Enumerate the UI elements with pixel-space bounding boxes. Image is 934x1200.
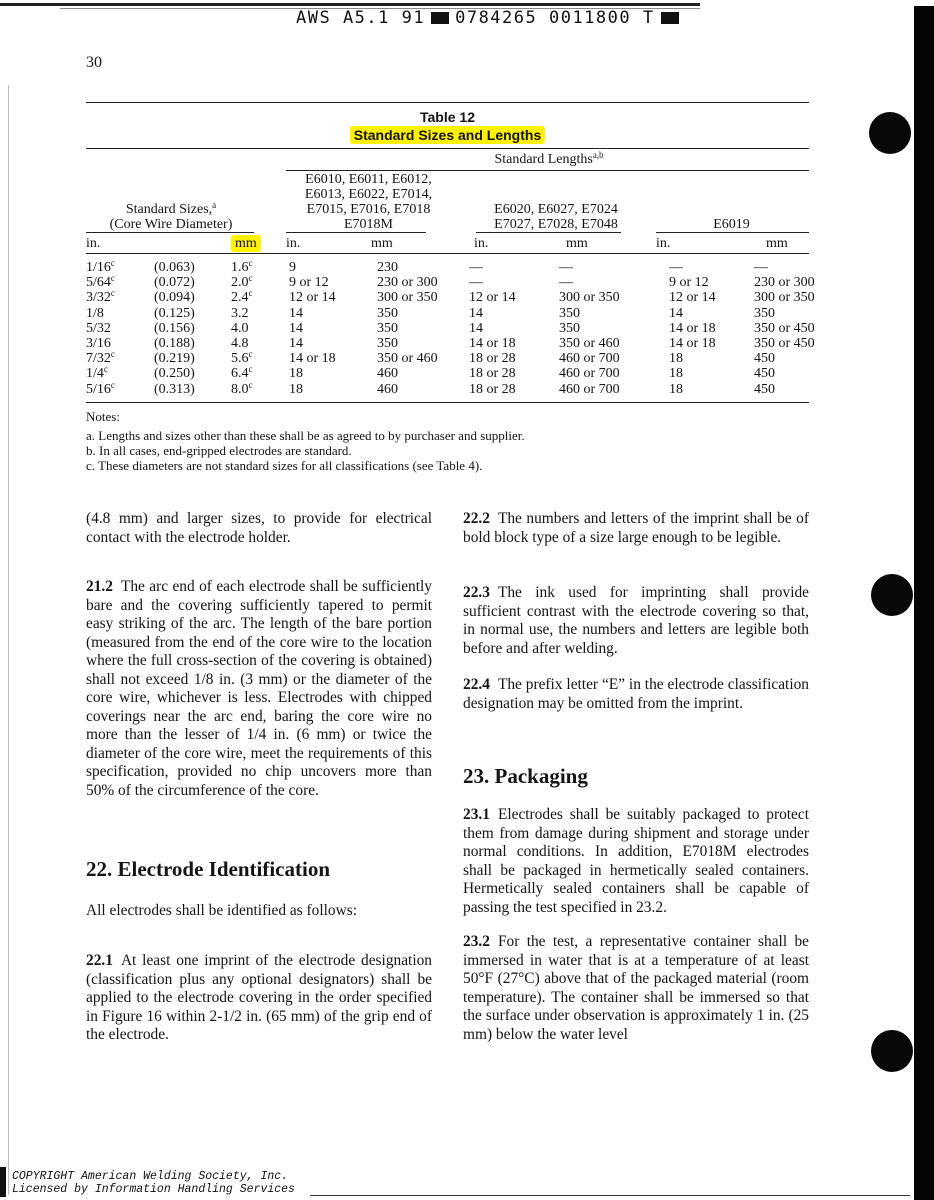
paragraph-text: The arc end of each electrode shall be sufficiently bare and the covering sufficiently tapered to permit easy striking of the arc. The length of the bare portion (measured from the end of the core wire to the location where the full cross-section of the covering is obtained) shall not exceed 1/8 in. (3 mm) or the diameter of the core wire, whichever is less. Electrodes with chipped coverings near the arc end, baring the core wire no more than the lesser of 1/4 in. (6 mm) or twice the diameter of the core wire, meet the requirements of this specification, provided no chip uncovers more than 50% of the circumference of the core. <box>86 578 432 799</box>
code-left: AWS A5.1 91 <box>296 8 426 28</box>
cell-g3-in: 18 <box>669 381 683 397</box>
cell-g2-mm: — <box>559 275 573 291</box>
class-group-line: E7018M <box>344 217 393 232</box>
unit-header-mm: mm <box>371 236 393 251</box>
paragraph-22-2 <box>463 510 809 547</box>
cell-g3-in: 14 or 18 <box>669 336 716 351</box>
table-12 <box>86 100 815 400</box>
intro-text: All electrodes shall be identified as follows: <box>86 902 357 919</box>
cell-g1-in: 14 or 18 <box>289 351 336 367</box>
sizes-sub-rule <box>86 232 254 233</box>
cell-g1-in: 9 <box>289 260 296 275</box>
paragraph-22-1 <box>86 952 432 1045</box>
cell-g3-in: 9 or 12 <box>669 275 709 291</box>
cell-g1-mm: 350 or 460 <box>377 351 438 367</box>
paragraph-text: The prefix letter “E” in the electrode classification designation may be omitted from the imprint. <box>463 676 809 712</box>
cell-in: 3/32$^c$ <box>86 288 115 306</box>
cell-dec: (0.250) <box>154 366 195 382</box>
license-line: Licensed by Information Handling Services <box>12 1183 295 1196</box>
paragraph-23-2 <box>463 933 809 1044</box>
cell-in: 1/4$^c$ <box>86 364 108 382</box>
paragraph-23-1 <box>463 806 809 917</box>
cell-in: 7/32$^c$ <box>86 349 115 367</box>
cell-g3-mm: 350 <box>754 305 775 321</box>
cell-dec: (0.156) <box>154 320 195 336</box>
table-title-highlight: Standard Sizes and Lengths <box>350 126 545 144</box>
unit-header-in: in. <box>474 236 489 251</box>
header-bottom-rule <box>86 253 809 254</box>
cell-g3-mm: 300 or 350 <box>754 290 815 306</box>
group3-sub-rule <box>656 232 809 233</box>
group2-sub-rule <box>476 232 621 233</box>
cell-g1-mm: 300 or 350 <box>377 290 438 306</box>
cell-mm: 3.2 <box>231 305 249 321</box>
cell-g1-mm: 230 <box>377 260 398 275</box>
paragraph-number: 22.1 <box>86 952 113 969</box>
paragraph-number: 22.4 <box>463 676 490 693</box>
class-group-1 <box>286 172 451 232</box>
footer-rule <box>310 1195 910 1196</box>
unit-header-in: in. <box>286 236 301 251</box>
cell-in: 5/64$^c$ <box>86 273 115 291</box>
cell-g2-in: 18 or 28 <box>469 366 516 382</box>
scan-left-mark <box>0 1167 6 1197</box>
cell-g3-in: 12 or 14 <box>669 290 716 306</box>
class-group-line: E6013, E6022, E7014, <box>304 187 433 202</box>
cell-g2-mm: 350 <box>559 305 580 321</box>
cell-g2-in: 14 <box>469 305 483 321</box>
unit-header-in: in. <box>656 236 671 251</box>
cell-in: 3/16 <box>86 336 111 351</box>
class-group-2 <box>471 202 641 232</box>
paragraph-22-3 <box>463 584 809 658</box>
class-group-line: E6020, E6027, E7024 <box>494 202 618 217</box>
cell-dec: (0.094) <box>154 290 195 306</box>
punch-hole-icon <box>871 574 913 616</box>
table-title <box>86 127 809 143</box>
cell-g1-mm: 350 <box>377 336 398 351</box>
paragraph-text: For the test, a representative container shall be immersed in water that is at a temperature of at least 50°F (27°C) above that of the packaged material (room temperature). The container shall be immersed so that the surface under observation is approximately 1 in. (25 mm) below the water level <box>463 933 809 1043</box>
note-b: b. In all cases, end-gripped electrodes are standard. <box>86 443 352 458</box>
scan-left-edge <box>8 85 9 1195</box>
cell-in: 1/8 <box>86 305 104 321</box>
cell-g1-in: 18 <box>289 381 303 397</box>
cell-g1-mm: 460 <box>377 381 398 397</box>
cell-g1-in: 14 <box>289 320 303 336</box>
unit-header-mm: mm <box>766 236 788 251</box>
scan-binding-edge <box>914 6 934 1200</box>
redaction-block <box>661 12 679 24</box>
unit-header-mm: mm <box>566 236 588 251</box>
paragraph-number: 21.2 <box>86 578 113 595</box>
class-group-line: E7015, E7016, E7018 <box>306 202 431 217</box>
cell-g2-mm: 460 or 700 <box>559 366 620 382</box>
note-c: c. These diameters are not standard sizes for all classifications (see Table 4). <box>86 458 483 473</box>
cell-g1-mm: 460 <box>377 366 398 382</box>
cell-g3-in: 18 <box>669 351 683 367</box>
note-a: a. Lengths and sizes other than these shall be as agreed to by purchaser and supplier. <box>86 428 525 443</box>
continuation-paragraph: (4.8 mm) and larger sizes, to provide for electrical contact with the electrode holder. <box>86 510 432 546</box>
cell-dec: (0.188) <box>154 336 195 351</box>
cell-g2-in: 12 or 14 <box>469 290 516 306</box>
cell-mm: 5.6$^c$ <box>231 349 253 367</box>
group-header-rule <box>286 170 809 171</box>
cell-g2-in: 18 or 28 <box>469 351 516 367</box>
cell-g2-in: 14 or 18 <box>469 336 516 351</box>
cell-g1-in: 18 <box>289 366 303 382</box>
section-23-heading: 23. Packaging <box>463 764 588 788</box>
paragraph-text: The ink used for imprinting shall provide sufficient contrast with the electrode covering so that, in normal use, the numbers and letters are legible both before and after welding. <box>463 584 809 657</box>
cell-g2-in: — <box>469 275 483 291</box>
cell-g3-in: 14 or 18 <box>669 320 716 336</box>
cell-dec: (0.072) <box>154 275 195 291</box>
cell-g3-mm: 230 or 300 <box>754 275 815 291</box>
class-group-line: E6019 <box>713 217 750 232</box>
section-22-heading: 22. Electrode Identification <box>86 857 331 881</box>
cell-dec: (0.063) <box>154 260 195 275</box>
cell-g3-in: — <box>669 260 683 275</box>
cell-g3-mm: 450 <box>754 351 775 367</box>
cell-g2-in: 18 or 28 <box>469 381 516 397</box>
cell-g3-in: 14 <box>669 305 683 321</box>
redaction-block <box>431 12 449 24</box>
cell-g3-mm: 450 <box>754 366 775 382</box>
cell-g3-in: 18 <box>669 366 683 382</box>
cell-g3-mm: 350 or 450 <box>754 336 815 351</box>
cell-g1-mm: 350 <box>377 305 398 321</box>
cell-g2-in: — <box>469 260 483 275</box>
copyright-line: COPYRIGHT American Welding Society, Inc. <box>12 1170 289 1183</box>
cell-in: 5/32 <box>86 320 111 336</box>
cell-in: 1/16$^c$ <box>86 258 115 275</box>
code-right: 0784265 0011800 T <box>455 8 655 28</box>
paragraph-22-4 <box>463 676 809 713</box>
group-header: Standard Lengths$^{a,b}$ <box>494 150 604 167</box>
class-group-line: E6010, E6011, E6012, <box>305 172 432 187</box>
cell-mm: 4.0 <box>231 320 249 336</box>
cell-g1-mm: 230 or 300 <box>377 275 438 291</box>
cell-g2-mm: 350 or 460 <box>559 336 620 351</box>
paragraph-number: 23.1 <box>463 806 490 823</box>
cell-dec: (0.219) <box>154 351 195 367</box>
class-group-3 <box>654 217 809 232</box>
cell-g3-mm: 450 <box>754 381 775 397</box>
table-notes <box>86 409 525 473</box>
cell-mm: 6.4$^c$ <box>231 364 253 382</box>
cell-g1-in: 14 <box>289 336 303 351</box>
section-22-intro <box>86 902 432 921</box>
cell-g1-in: 9 or 12 <box>289 275 329 291</box>
sizes-header: Standard Sizes,$^a$ (Core Wire Diameter) <box>109 200 233 232</box>
cell-g1-in: 14 <box>289 305 303 321</box>
table-bottom-rule <box>86 402 809 403</box>
paragraph-text: The numbers and letters of the imprint shall be of bold block type of a size large enough to be legible. <box>463 510 809 546</box>
cell-mm: 4.8 <box>231 336 249 351</box>
cell-mm: 2.4$^c$ <box>231 288 253 306</box>
cell-g2-mm: 300 or 350 <box>559 290 620 306</box>
paragraph-number: 23.2 <box>463 933 490 950</box>
paragraph-21-2 <box>86 578 432 800</box>
table-top-rule <box>86 102 809 103</box>
punch-hole-icon <box>869 112 911 154</box>
cell-g2-mm: 460 or 700 <box>559 351 620 367</box>
table-title-rule <box>86 148 809 149</box>
copyright-footer <box>12 1170 295 1196</box>
notes-label: Notes: <box>86 409 120 424</box>
scan-top-rule <box>0 3 700 6</box>
group1-sub-rule <box>286 232 426 233</box>
cell-g3-mm: — <box>754 260 768 275</box>
punch-hole-icon <box>871 1030 913 1072</box>
left-column <box>86 510 432 547</box>
cell-g2-in: 14 <box>469 320 483 336</box>
paragraph-number: 22.2 <box>463 510 490 527</box>
unit-header-mm: mm <box>231 236 261 251</box>
cell-mm: 2.0$^c$ <box>231 273 253 291</box>
cell-g2-mm: 460 or 700 <box>559 381 620 397</box>
cell-mm: 8.0$^c$ <box>231 379 253 397</box>
cell-g3-mm: 350 or 450 <box>754 320 815 336</box>
cell-g2-mm: — <box>559 260 573 275</box>
paragraph-number: 22.3 <box>463 584 490 601</box>
cell-in: 5/16$^c$ <box>86 379 115 397</box>
class-group-line: E7027, E7028, E7048 <box>494 217 618 232</box>
paragraph-text: At least one imprint of the electrode designation (classification plus any optional designators) shall be applied to the electrode covering in the order specified in Figure 16 within 2-1/2 in. (65 mm) of the grip end of the electrode. <box>86 952 432 1043</box>
page-number: 30 <box>86 54 102 71</box>
cell-mm: 1.6$^c$ <box>231 258 253 275</box>
document-control-code <box>296 8 685 28</box>
table-number: Table 12 <box>420 109 475 125</box>
cell-g2-mm: 350 <box>559 320 580 336</box>
cell-dec: (0.313) <box>154 381 195 397</box>
paragraph-text: Electrodes shall be suitably packaged to protect them from damage during shipment and storage under normal conditions. In addition, E7018M electrodes shall be packaged in hermetically sealed containers. Hermetically sealed containers shall be capable of passing the test specified in 23.2. <box>463 806 809 916</box>
unit-header-in: in. <box>86 236 101 251</box>
cell-g1-mm: 350 <box>377 320 398 336</box>
cell-dec: (0.125) <box>154 305 195 321</box>
cell-g1-in: 12 or 14 <box>289 290 336 306</box>
